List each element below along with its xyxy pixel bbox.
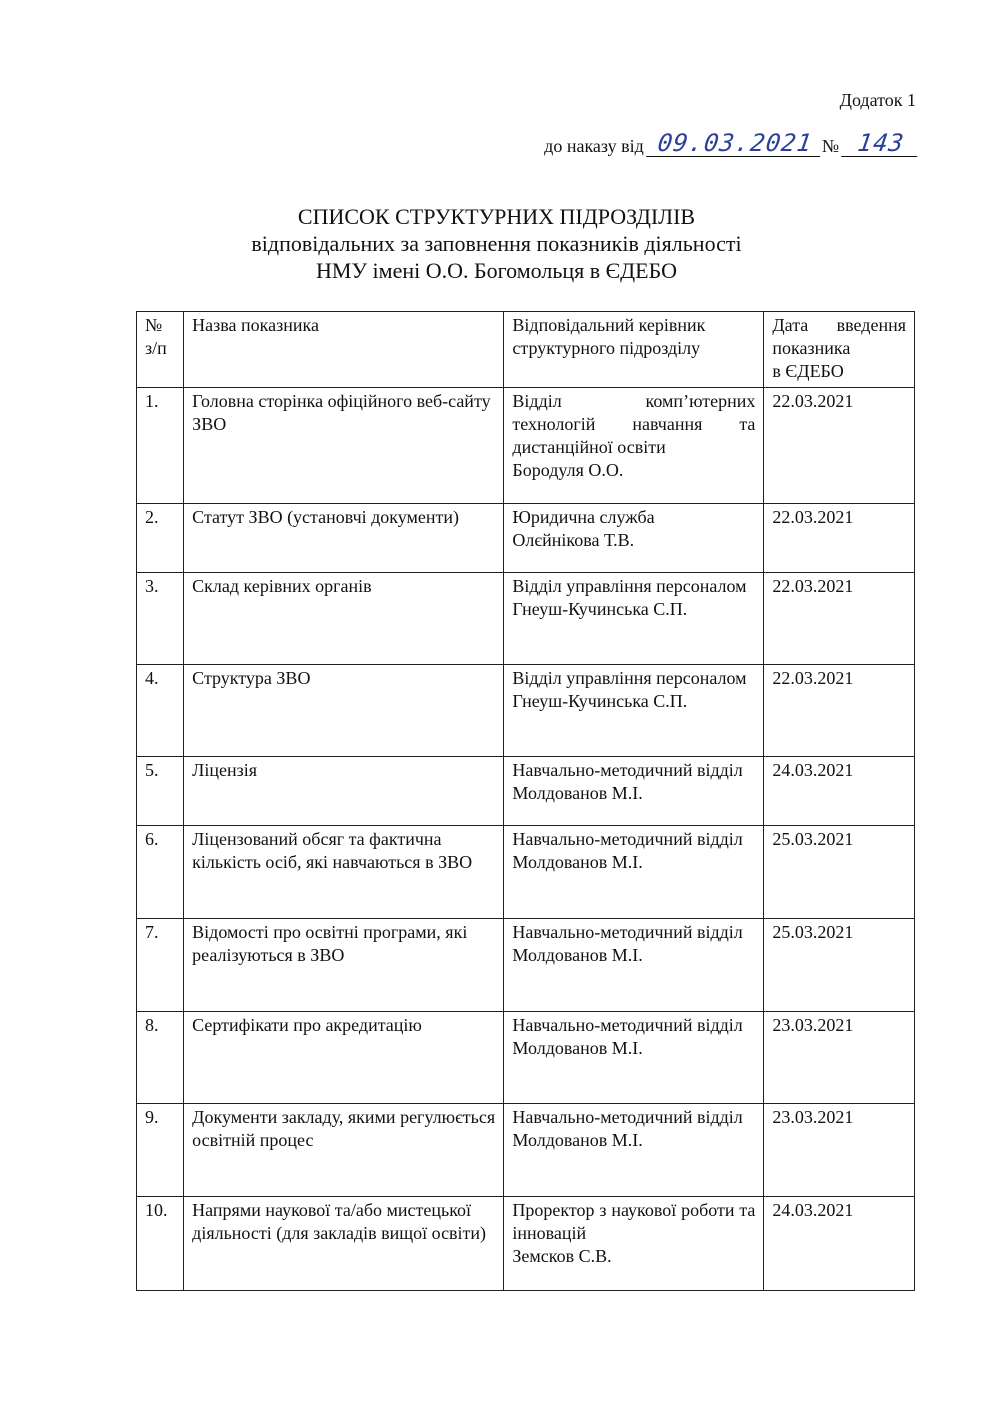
row-responsible-person: Олєйнікова Т.В. — [512, 530, 635, 550]
row-responsible — [504, 919, 764, 1012]
row-num: 5. — [137, 757, 184, 826]
row-date: 23.03.2021 — [764, 1104, 915, 1197]
row-num: 4. — [137, 665, 184, 757]
row-responsible-person: Бородуля О.О. — [512, 460, 624, 480]
row-responsible — [504, 1197, 764, 1291]
row-name: Сертифікати про акредитацію — [184, 1012, 504, 1104]
row-name: Структура ЗВО — [184, 665, 504, 757]
row-responsible-dept: Навчально-методичний відділ — [512, 829, 743, 849]
number-sign: № — [821, 136, 839, 156]
row-date: 23.03.2021 — [764, 1012, 915, 1104]
row-name: Статут ЗВО (установчі документи) — [184, 504, 504, 573]
title-line-3: НМУ імені О.О. Богомольця в ЄДЕБО — [316, 258, 677, 283]
row-responsible-dept: Відділ комп’ютерних технологій навчання та дистанційної освіти — [512, 391, 756, 457]
table-row — [137, 757, 915, 826]
table-row — [137, 665, 915, 757]
header-date-line-1: Дата введення — [772, 315, 906, 335]
row-responsible-person: Молдованов М.І. — [512, 852, 643, 872]
row-name: Документи закладу, якими регулюється освітній процес — [184, 1104, 504, 1197]
row-responsible-person: Молдованов М.І. — [512, 1130, 643, 1150]
row-responsible — [504, 826, 764, 919]
row-responsible — [504, 573, 764, 665]
row-responsible-person: Молдованов М.І. — [512, 1038, 643, 1058]
table-row — [137, 919, 915, 1012]
order-prefix: до наказу від — [544, 136, 644, 156]
table-row — [137, 1197, 915, 1291]
row-responsible-dept: Навчально-методичний відділ — [512, 760, 743, 780]
row-responsible-person: Земсков С.В. — [512, 1246, 612, 1266]
row-date: 22.03.2021 — [764, 388, 915, 504]
table-row — [137, 826, 915, 919]
row-responsible — [504, 504, 764, 573]
title-line-1: СПИСОК СТРУКТУРНИХ ПІДРОЗДІЛІВ — [297, 204, 696, 229]
row-responsible-person: Гнеуш-Кучинська С.П. — [512, 599, 688, 619]
title-line-2: відповідальних за заповнення показників діяльності — [251, 231, 742, 256]
row-num: 1. — [137, 388, 184, 504]
row-responsible — [504, 388, 764, 504]
row-date: 22.03.2021 — [764, 504, 915, 573]
row-date: 22.03.2021 — [764, 573, 915, 665]
row-date: 22.03.2021 — [764, 665, 915, 757]
header-num: № з/п — [137, 312, 184, 388]
row-name: Ліцензований обсяг та фактична кількість осіб, які навчаються в ЗВО — [184, 826, 504, 919]
table-row — [137, 388, 915, 504]
row-num: 8. — [137, 1012, 184, 1104]
row-responsible-person: Молдованов М.І. — [512, 783, 643, 803]
row-num: 7. — [137, 919, 184, 1012]
row-responsible-person: Гнеуш-Кучинська С.П. — [512, 691, 688, 711]
row-name: Головна сторінка офіційного веб-сайту ЗВО — [184, 388, 504, 504]
table-row — [137, 573, 915, 665]
row-responsible-dept: Відділ управління персоналом — [512, 576, 747, 596]
header-date — [764, 312, 915, 388]
row-responsible-dept: Проректор з наукової роботи та інновацій — [512, 1200, 756, 1243]
header-date-line-3: в ЄДЕБО — [772, 361, 844, 381]
row-num: 10. — [137, 1197, 184, 1291]
row-name: Ліцензія — [184, 757, 504, 826]
row-num: 6. — [137, 826, 184, 919]
row-responsible — [504, 665, 764, 757]
row-num: 9. — [137, 1104, 184, 1197]
row-responsible-person: Молдованов М.І. — [512, 945, 643, 965]
order-date-handwritten: 09.03.2021 — [646, 130, 824, 157]
row-date: 25.03.2021 — [764, 919, 915, 1012]
row-responsible-dept: Навчально-методичний відділ — [512, 1015, 743, 1035]
table-header-row — [137, 312, 915, 388]
header-responsible: Відповідальний керівник структурного підрозділу — [504, 312, 764, 388]
table-row — [137, 1104, 915, 1197]
row-num: 2. — [137, 504, 184, 573]
row-responsible-dept: Юридична служба — [512, 507, 655, 527]
row-responsible-dept: Відділ управління персоналом — [512, 668, 747, 688]
row-name: Склад керівних органів — [184, 573, 504, 665]
row-date: 24.03.2021 — [764, 757, 915, 826]
row-responsible-dept: Навчально-методичний відділ — [512, 1107, 743, 1127]
order-reference — [544, 130, 919, 157]
row-name: Відомості про освітні програми, які реалізуються в ЗВО — [184, 919, 504, 1012]
row-responsible — [504, 1104, 764, 1197]
table-row — [137, 504, 915, 573]
indicators-table — [136, 311, 915, 1291]
row-num: 3. — [137, 573, 184, 665]
table-row — [137, 1012, 915, 1104]
row-name: Напрями наукової та/або мистецької діяльності (для закладів вищої освіти) — [184, 1197, 504, 1291]
row-responsible-dept: Навчально-методичний відділ — [512, 922, 743, 942]
appendix-label: Додаток 1 — [839, 90, 916, 110]
row-responsible — [504, 1012, 764, 1104]
row-date: 24.03.2021 — [764, 1197, 915, 1291]
document-title — [0, 203, 993, 284]
row-responsible — [504, 757, 764, 826]
order-number-handwritten: 143 — [841, 130, 921, 157]
header-date-line-2: показника — [772, 338, 851, 358]
row-date: 25.03.2021 — [764, 826, 915, 919]
header-name: Назва показника — [184, 312, 504, 388]
